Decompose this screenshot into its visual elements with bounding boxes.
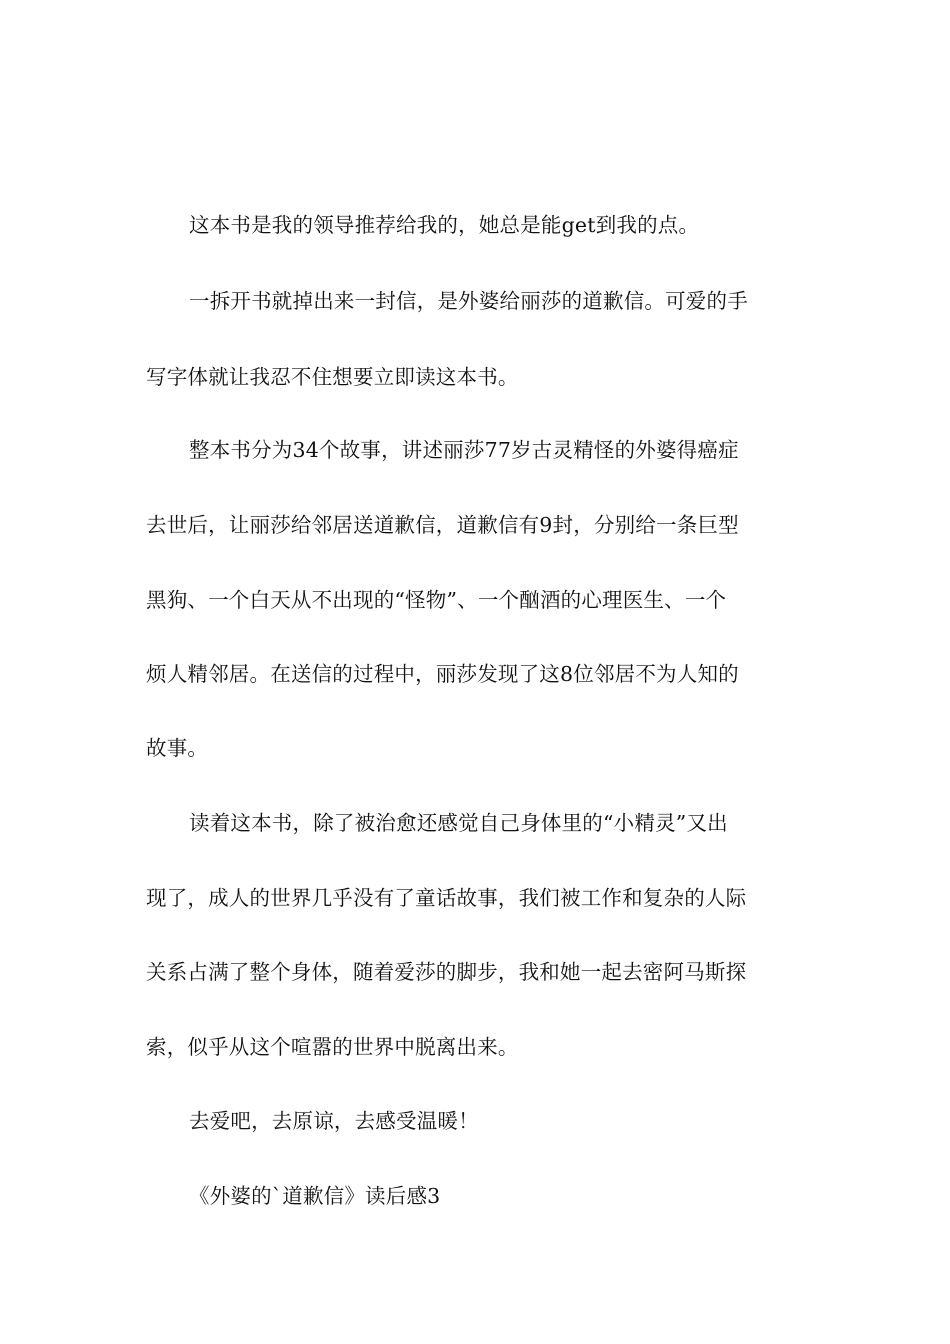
paragraph-line: 整本书分为34个故事，讲述丽莎77岁古灵精怪的外婆得癌症 — [189, 438, 739, 462]
paragraph-line: 现了，成人的世界几乎没有了童话故事，我们被工作和复杂的人际 — [146, 886, 747, 910]
paragraph-line: 关系占满了整个身体，随着爱莎的脚步，我和她一起去密阿马斯探 — [146, 960, 747, 984]
paragraph-line: 这本书是我的领导推荐给我的，她总是能get到我的点。 — [189, 213, 700, 237]
paragraph-line: 黑狗、一个白天从不出现的“怪物”、一个酗酒的心理医生、一个 — [146, 588, 727, 612]
paragraph-line: 一拆开书就掉出来一封信，是外婆给丽莎的道歉信。可爱的手 — [189, 289, 748, 313]
paragraph-line: 读着这本书，除了被治愈还感觉自己身体里的“小精灵”又出 — [189, 811, 728, 835]
paragraph-line: 索，似乎从这个喧嚣的世界中脱离出来。 — [146, 1035, 519, 1059]
paragraph-line: 烦人精邻居。在送信的过程中，丽莎发现了这8位邻居不为人知的 — [146, 662, 739, 686]
paragraph-line: 去爱吧，去原谅，去感受温暖！ — [189, 1109, 479, 1133]
paragraph-line: 故事。 — [146, 736, 209, 760]
section-title: 《外婆的`道歉信》读后感3 — [189, 1184, 441, 1208]
paragraph-line: 去世后，让丽莎给邻居送道歉信，道歉信有9封，分别给一条巨型 — [146, 513, 739, 537]
paragraph-line: 写字体就让我忍不住想要立即读这本书。 — [146, 365, 519, 389]
